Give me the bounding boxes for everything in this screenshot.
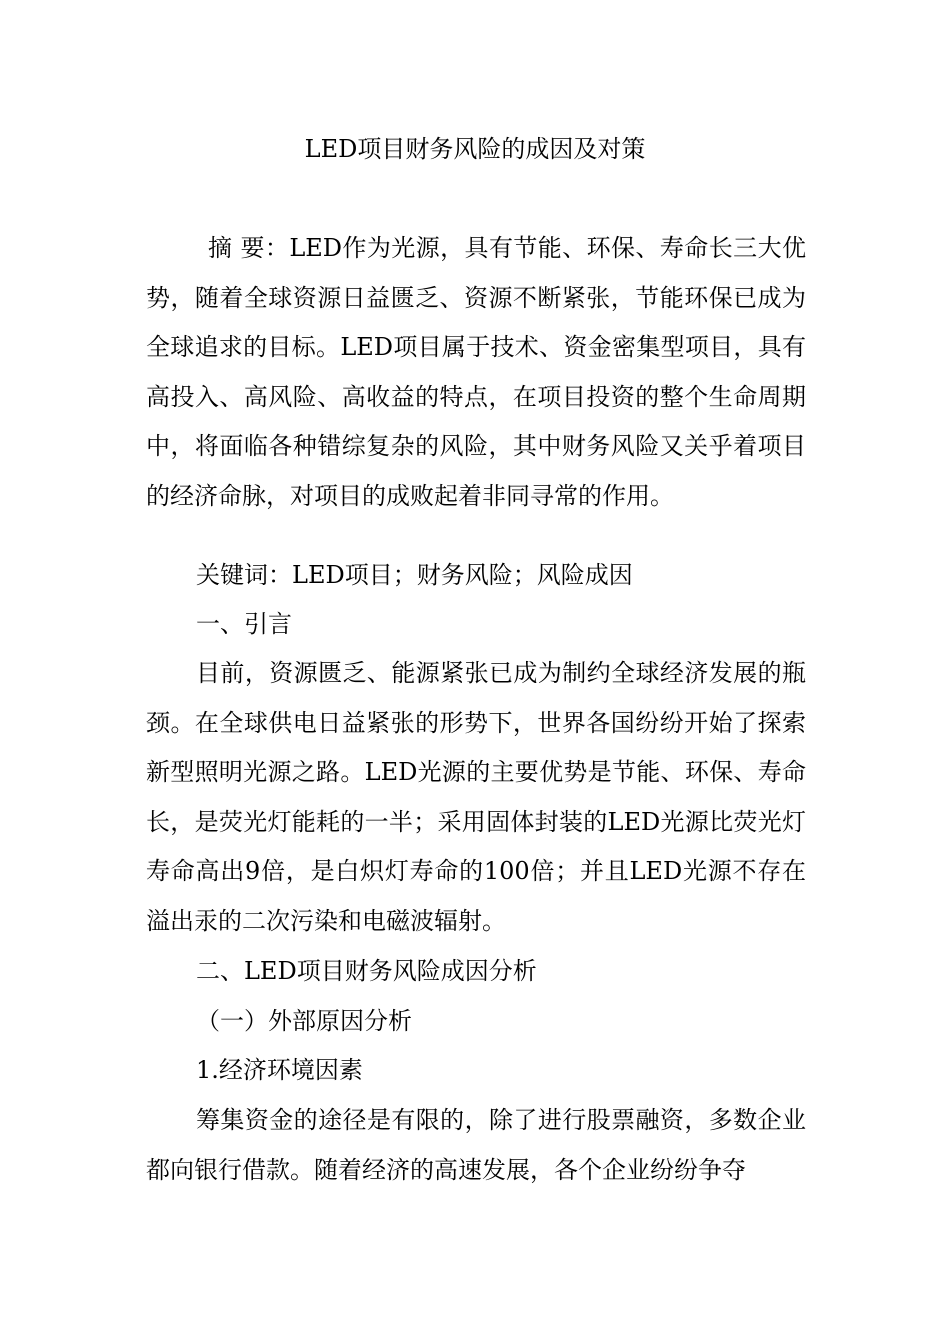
abstract-text: LED作为光源，具有节能、环保、寿命长三大优势，随着全球资源日益匮乏、资源不断紧张，节能环保已成为全球追求的目标。LED项目属于技术、资金密集型项目，具有高投入、高风险、高收益的特点，在项目投资的整个生命周期中，将面临各种错综复杂的风险，其中财务风险又关乎着项目的经济命脉，对项目的成败起着非同寻常的作用。: [146, 234, 806, 510]
section-heading-intro: 一、引言: [196, 610, 292, 638]
subsection-heading-external: （一）外部原因分析: [196, 1007, 412, 1035]
intro-paragraph: 目前，资源匮乏、能源紧张已成为制约全球经济发展的瓶颈。在全球供电日益紧张的形势下，世界各国纷纷开始了探索新型照明光源之路。LED光源的主要优势是节能、环保、寿命长，是荧光灯能耗的一半；采用固体封装的LED光源比荧光灯寿命高出9倍，是白炽灯寿命的100倍；并且LED光源不存在溢出汞的二次污染和电磁波辐射。: [146, 659, 806, 935]
economic-paragraph: 筹集资金的途径是有限的，除了进行股票融资，多数企业都向银行借款。随着经济的高速发展，各个企业纷纷争夺: [146, 1106, 806, 1184]
abstract-paragraph: [146, 224, 806, 522]
item-heading-economic: 1.经济环境因素: [196, 1056, 363, 1084]
document-title: LED项目财务风险的成因及对策: [304, 135, 646, 163]
section-heading-causes: 二、LED项目财务风险成因分析: [196, 957, 537, 985]
keywords-label: 关键词：: [196, 561, 292, 589]
keywords-line: [146, 551, 806, 601]
keywords-text: LED项目；财务风险；风险成因: [292, 561, 633, 589]
abstract-label: 摘 要：: [208, 234, 290, 262]
